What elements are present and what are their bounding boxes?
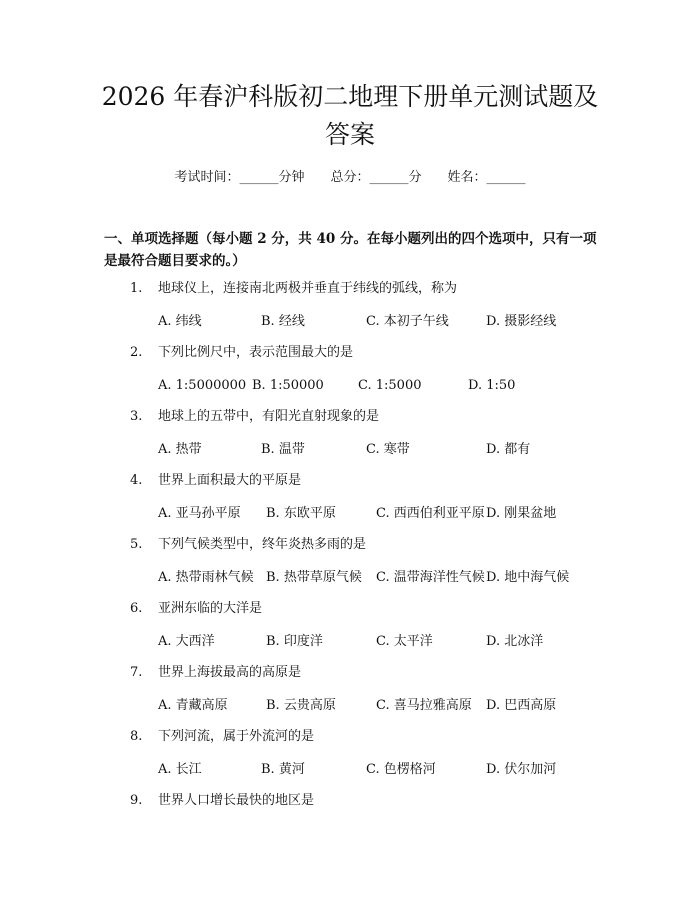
question-number: 8.	[130, 729, 143, 744]
option-d: D. 巴西高原	[486, 698, 557, 713]
option-d: D. 摄影经线	[486, 314, 557, 329]
option-b: B. 东欧平原	[266, 506, 336, 521]
question-stem: 地球上的五带中，有阳光直射现象的是	[158, 409, 380, 424]
option-a: A. 1:5000000	[158, 378, 247, 393]
option-a: A. 长江	[158, 762, 202, 777]
option-c: C. 喜马拉雅高原	[376, 698, 472, 713]
option-a: A. 青藏高原	[158, 698, 228, 713]
option-d: D. 地中海气候	[486, 570, 570, 585]
question-number: 6.	[130, 601, 143, 616]
question-number: 3.	[130, 409, 143, 424]
question-stem: 世界人口增长最快的地区是	[158, 793, 315, 808]
option-b: B. 印度洋	[266, 634, 323, 649]
option-c: C. 本初子午线	[366, 314, 449, 329]
name-label: 姓名：______	[447, 170, 526, 185]
option-a: A. 热带雨林气候	[158, 570, 254, 585]
option-b: B. 热带草原气候	[266, 570, 362, 585]
question-6	[130, 599, 610, 663]
question-number: 4.	[130, 473, 143, 488]
question-8	[130, 727, 610, 791]
exam-time-label: 考试时间：______分钟	[174, 170, 305, 185]
question-number: 9.	[130, 793, 143, 808]
option-d: D. 1:50	[468, 378, 516, 393]
question-number: 7.	[130, 665, 143, 680]
option-c: C. 温带海洋性气候	[376, 570, 485, 585]
question-stem: 下列比例尺中，表示范围最大的是	[158, 345, 354, 360]
question-number: 2.	[130, 345, 143, 360]
option-a: A. 热带	[158, 442, 202, 457]
option-d: D. 北冰洋	[486, 634, 544, 649]
option-c: C. 太平洋	[376, 634, 433, 649]
option-a: A. 亚马孙平原	[158, 506, 241, 521]
question-7	[130, 663, 610, 727]
question-stem: 亚洲东临的大洋是	[158, 601, 263, 616]
option-d: D. 刚果盆地	[486, 506, 557, 521]
option-b: B. 1:50000	[252, 378, 324, 393]
exam-info-line	[0, 168, 700, 188]
option-b: B. 云贵高原	[266, 698, 336, 713]
question-list	[130, 279, 610, 855]
option-c: C. 西西伯利亚平原	[376, 506, 485, 521]
option-a: A. 纬线	[158, 314, 202, 329]
question-number: 1.	[130, 281, 143, 296]
question-1	[130, 279, 610, 343]
question-number: 5.	[130, 537, 143, 552]
question-stem: 下列气候类型中，终年炎热多雨的是	[158, 537, 367, 552]
option-b: B. 经线	[261, 314, 305, 329]
option-d: D. 都有	[486, 442, 531, 457]
question-5	[130, 535, 610, 599]
question-stem: 地球仪上，连接南北两极并垂直于纬线的弧线，称为	[158, 281, 458, 296]
question-2	[130, 343, 610, 407]
option-c: C. 1:5000	[358, 378, 422, 393]
option-b: B. 黄河	[261, 762, 305, 777]
section-heading: 一、单项选择题（每小题 2 分，共 40 分。在每小题列出的四个选项中，只有一项是最符合题目要求的。）	[104, 231, 597, 269]
question-stem: 世界上海拔最高的高原是	[158, 665, 302, 680]
option-b: B. 温带	[261, 442, 305, 457]
question-3	[130, 407, 610, 471]
option-d: D. 伏尔加河	[486, 762, 557, 777]
question-stem: 世界上面积最大的平原是	[158, 473, 302, 488]
question-9	[130, 791, 610, 855]
option-c: C. 色楞格河	[366, 762, 436, 777]
option-c: C. 寒带	[366, 442, 410, 457]
total-score-label: 总分：______分	[330, 170, 422, 185]
option-a: A. 大西洋	[158, 634, 215, 649]
question-4	[130, 471, 610, 535]
page-title: 2026 年春沪科版初二地理下册单元测试题及答案	[101, 82, 599, 149]
question-stem: 下列河流，属于外流河的是	[158, 729, 315, 744]
